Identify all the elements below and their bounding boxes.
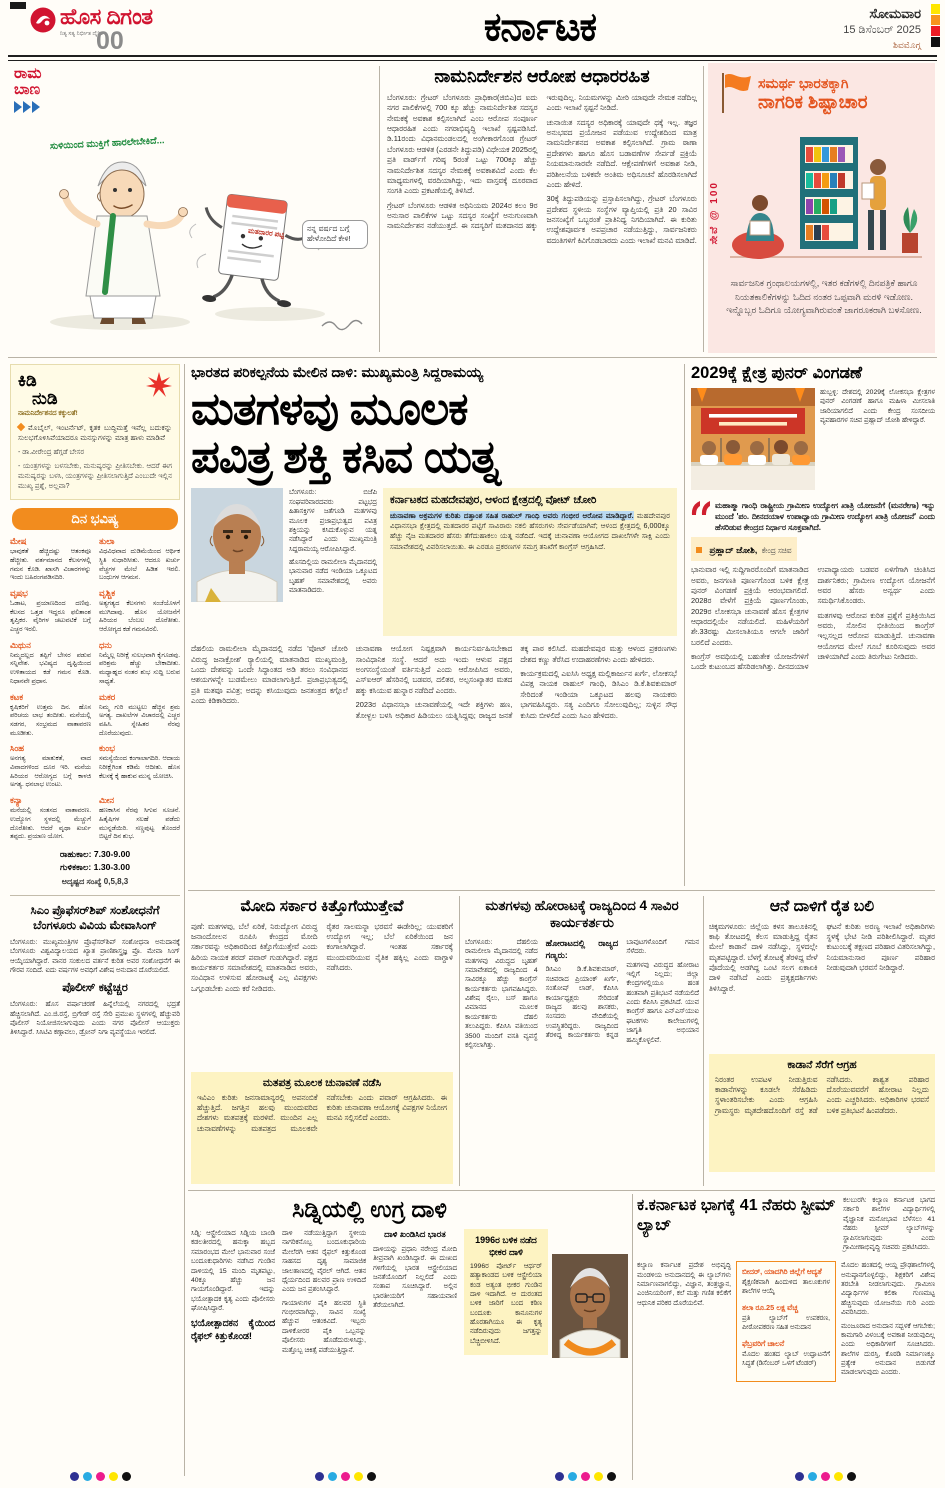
sign-text: ಮನೆಯಲ್ಲಿ ಸಂತಸದ ವಾತಾವರಣ. ಉದ್ಯೋಗ ಸ್ಥಳದಲ್ಲಿ ಮೆಚ್ಚುಗೆ ದೊರೆತೀತು. ಆದರೆ ವೃಥಾ ಖರ್ಚು ತಪ್ಪದು. ಪ್ರಯಾಣ ಯೋಗ. (10, 807, 91, 841)
horoscope-entry (10, 536, 91, 583)
page-number: 00 (96, 27, 124, 55)
highlight-item-text: ಪ್ರತಿ ಲ್ಯಾಬ್‌ಗೆ ಉಪಕರಣ, ಪೀಠೋಪಕರಣ ಸಹಿತ ಅನುದಾನ (742, 1314, 830, 1332)
civic-sense-ad (708, 63, 935, 353)
siddaramaiah-photo (191, 488, 283, 636)
body-paragraph: ಬೆಂಗಳೂರು: ಬಿಜೆಪಿ ಸಂಘಪರಿವಾರದವರು ಪಟ್ಟಭದ್ರ ಹಿತಾಸಕ್ತಿಗಳ ಜತೆಗೂಡಿ ಮತಗಳವು ಮೂಲಕ ಪ್ರಜಾಪ್ರಭುತ್ವದ ಪವಿತ್ರ ಶಕ್ತಿಯನ್ನು ಕಸಿದುಕೊಳ್ಳುವ ಯತ್ನ ನಡೆಸಿದ್ದಾರೆ ಎಂದು ಮುಖ್ಯಮಂತ್ರಿ ಸಿದ್ದರಾಮಯ್ಯ ಆರೋಪಿಸಿದ್ದಾರೆ. (289, 489, 377, 553)
body-paragraph: ಚುನಾಯಿತ ಸದಸ್ಯರ ಅಧಿಕಾರಕ್ಕೆ ಯಾವುದೇ ಧಕ್ಕೆ ಇಲ್ಲ. ತಜ್ಞರ ಅನುಭವದ ಪ್ರಯೋಜನ ಪಡೆಯುವ ಉದ್ದೇಶದಿಂದ ಮಾತ್ರ ನಾಮನಿರ್ದೇಶನದ ಅವಕಾಶ ಕಲ್ಪಿಸಲಾಗಿದೆ. ಗ್ರಾಮ ಠಾಣಾ ಪ್ರದೇಶಗಳು ಹಾಗೂ ಹೊಸ ಬಡಾವಣೆಗಳ ಸೇರ್ಪಡೆ ಪ್ರಕ್ರಿಯೆ ನಿಯಮಾನುಸಾರವೇ ನಡೆದಿದೆ. ಆಕ್ಷೇಪಣೆಗಳಿಗೆ ಅವಕಾಶ ನೀಡಿ, ಪರಿಶೀಲನೆಯ ಬಳಿಕವೇ ಅಂತಿಮ ಅಧಿಸೂಚನೆ ಹೊರಡಿಸಲಾಗಿದೆ ಎಂದು ಹೇಳಿದೆ. (546, 117, 697, 189)
article-steam-intro (843, 1196, 935, 1256)
body-paragraph: ಬೆಂಗಳೂರು: ಹೊಸ ವರ್ಷಾಚರಣೆ ಹಿನ್ನೆಲೆಯಲ್ಲಿ ನಗರದಲ್ಲಿ ಭದ್ರತೆ ಹೆಚ್ಚಿಸಲಾಗಿದೆ. ಎಂ.ಜಿ.ರಸ್ತೆ, ಬ್ರಿಗೇಡ್ ರಸ್ತೆ ಸೇರಿ ಪ್ರಮುಖ ಸ್ಥಳಗಳಲ್ಲಿ ಹೆಚ್ಚುವರಿ ಪೊಲೀಸ್ ನಿಯೋಜಿಸಲಾಗುವುದು ಎಂದು ನಗರ ಪೊಲೀಸ್ ಆಯುಕ್ತರು ತಿಳಿಸಿದ್ದಾರೆ. ಸಿಸಿಟಿವಿ ಕಣ್ಗಾವಲು, ಡ್ರೋನ್ ನಿಗಾ ವ್ಯವಸ್ಥೆಯೂ ಇರಲಿದೆ. (10, 1001, 180, 1037)
body-paragraph: ಕಾರ್ಯಕ್ರಮದಲ್ಲಿ ಎಐಸಿಸಿ ಅಧ್ಯಕ್ಷ ಮಲ್ಲಿಕಾರ್ಜುನ ಖರ್ಗೆ, ಲೋಕಸಭೆ ವಿಪಕ್ಷ ನಾಯಕ ರಾಹುಲ್ ಗಾಂಧಿ, ಡಿಸಿಎಂ ಡಿ.ಕೆ.ಶಿವಕುಮಾರ್ ಸೇರಿದಂತೆ ಇಂಡಿಯಾ ಒಕ್ಕೂಟದ ಹಲವು ನಾಯಕರು ಭಾಗವಹಿಸಿದ್ದರು. ಸತ್ಯ ಎಂದಿಗೂ ಸೋಲುವುದಿಲ್ಲ; ಸುಳ್ಳಿನ ಸೌಧ ಕುಸಿದು ಬೀಳಲಿದೆ ಎಂದು ಸಿಎಂ ಹೇಳಿದರು. (520, 669, 677, 720)
logo-text: ಹೊಸ ದಿಗಂತ (60, 4, 153, 29)
quote-icon (691, 500, 711, 533)
attribution-chip (691, 537, 797, 561)
kidi-body-text: ಮೊಬೈಲ್, ಇಂಟರ್ನೆಟ್, ಕೃತಕ ಬುದ್ಧಿಮತ್ತೆ ಇವೆಲ್ಲ ಬದುಕನ್ನು ಸುಲಭಗೊಳಿಸಿವೆಯಾದರೂ ಮನಸ್ಸುಗಳನ್ನು ಮಾತ್ರ ಹಾಳು ಮಾಡಿವೆ (18, 422, 172, 443)
article-2029-side-text (820, 388, 935, 495)
body-paragraph: ಗ್ರೇಟರ್ ಬೆಂಗಳೂರು ಆಡಳಿತ ಅಧಿನಿಯಮ 2024ರ ಕಲಂ 9ರ ಅನುಸಾರ ಪಾಲಿಕೆಗಳ ಒಟ್ಟು ಸದಸ್ಯರ ಸಂಖ್ಯೆಗೆ ಅನುಗುಣವಾಗಿ ನಾಮನಿರ್ದೇಶನ ನಡೆಯುತ್ತದೆ. ಈ ಸದಸ್ಯರಿಗೆ ಮತದಾನದ ಹಕ್ಕು ಇರುವುದಿಲ್ಲ. ನಿಯಮಗಳನ್ನು ಮೀರಿ ಯಾವುದೇ ನೇಮಕ ನಡೆದಿಲ್ಲ ಎಂದು ಇಲಾಖೆ ಸ್ಪಷ್ಟನೆ ನೀಡಿದೆ. (387, 93, 697, 231)
article-elephant-body (709, 922, 935, 1050)
article-workers (465, 898, 699, 1184)
article-2029 (691, 364, 935, 886)
sign-name: ವೃಷಭ (10, 587, 28, 598)
sign-name: ಧನು (99, 639, 112, 650)
reg-dot-yellow (354, 1472, 363, 1481)
article-sydney (191, 1196, 548, 1480)
elephant-capture-box-body (715, 1075, 929, 1167)
article-workers-headline: ಮತಗಳವು ಹೋರಾಟಕ್ಕೆ ರಾಜ್ಯದಿಂದ 4 ಸಾವಿರ ಕಾರ್ಯಕರ್ತರು (485, 898, 679, 930)
registration-marks-bottom (315, 1472, 376, 1481)
horoscope-entry (10, 692, 91, 739)
kidi-point: - ಯಂತ್ರಗಳನ್ನು ಬಳಸಬೇಕು, ಮನುಷ್ಯರನ್ನು ಪ್ರೀತಿಸಬೇಕು. ಆದರೆ ಈಗ ಮನುಷ್ಯರನ್ನು ಬಳಸಿ, ಯಂತ್ರಗಳನ್ನು ಪ್ರೀತಿಸಲಾಗುತ್ತಿದೆ ಎಂಬುದೇ ಇಲ್ಲಿನ ಮುಖ್ಯ ಪ್ರಶ್ನೆ, ಅಲ್ಲವಾ? (18, 462, 172, 490)
reg-dot-blue (315, 1472, 324, 1481)
rahukala-label: ರಾಹುಕಾಲ: 7.30-9.00 (59, 849, 131, 859)
steam-highlights-box (736, 1261, 836, 1382)
divider (632, 1194, 633, 1480)
body-paragraph: ಸಿಡ್ನಿ: ಆಸ್ಟ್ರೇಲಿಯಾದ ಸಿಡ್ನಿಯ ಬಾಂಡಿ ಕಡಲತೀರದಲ್ಲಿ ಹನುಕ್ಕಾ ಹಬ್ಬದ ಸಮಾರಂಭದ ಮೇಲೆ ಭಾನುವಾರ ಸಂಜೆ ಬಂದೂಕುಧಾರಿಗಳು ನಡೆಸಿದ ಗುಂಡಿನ ದಾಳಿಯಲ್ಲಿ 15 ಮಂದಿ ಮೃತಪಟ್ಟು, 40ಕ್ಕೂ ಹೆಚ್ಚು ಜನ ಗಾಯಗೊಂಡಿದ್ದಾರೆ. ಇದನ್ನು ಭಯೋತ್ಪಾದಕ ಕೃತ್ಯ ಎಂದು ಪೊಲೀಸರು ಘೋಷಿಸಿದ್ದಾರೆ. (191, 1230, 275, 1312)
reg-orange (931, 15, 940, 25)
highlighted-text: ಚುನಾವಣಾ ಅಕ್ರಮಗಳ ಕುರಿತು ದತ್ತಾಂಶ ಸಹಿತ ರಾಹುಲ್ ಗಾಂಧಿ ಅವರು ಗಂಭೀರ ಆರೋಪ ಮಾಡಿದ್ದಾರೆ. (390, 511, 634, 521)
gulikakala-label: ಗುಳಿಕಕಾಲ: 1.30-3.00 (60, 862, 130, 872)
article-main-headline-line2: ಪವಿತ್ರ ಶಕ್ತಿ ಕಸಿವ ಯತ್ನ (191, 430, 500, 482)
date-label: 15 ಡಿಸೆಂಬರ್ 2025 (843, 24, 921, 36)
reg-dot-black (367, 1472, 376, 1481)
sign-name: ತುಲಾ (99, 536, 115, 547)
divider (10, 895, 180, 896)
article-modi (191, 898, 453, 1184)
sign-text: ಭಾವುಕತೆ ಹೆಚ್ಚಿದಷ್ಟು ಆತಂಕವೂ ಹೆಚ್ಚೀತು. ವರ್ತಮಾನದ ಕೆಲಸಗಳಲ್ಲಿ ಗಮನ ಕೊಡಿ. ಖಾಸಗಿ ವಿಚಾರಗಳನ್ನು ಇಂದು ಬಹಿರಂಗಪಡಿಸದಿರಿ. (10, 548, 91, 582)
kidi-subtitle: ನಾಮನಿರ್ದೇಶನದ ಕಕ್ಕುಲತೆ! (18, 409, 78, 417)
reg-dot-yellow (109, 1472, 118, 1481)
article-steam-col2 (841, 1261, 935, 1382)
kidi-title-line1: ಕಿಡಿ (18, 371, 37, 390)
highlight-item-text: ಮೊದಲ ಹಂತದ ಲ್ಯಾಬ್ ಉದ್ಘಾಟನೆಗೆ ಸಿದ್ಧತೆ (ಡಿಸೆಂಬರ್ ಒಳಗೆ ಟೆಂಡರ್) (742, 1350, 830, 1367)
section-title: ಕರ್ನಾಟಕ (483, 6, 597, 49)
rally-photo (691, 388, 815, 495)
body-paragraph: 2023ರ ವಿಧಾನಸಭಾ ಚುನಾವಣೆಯಲ್ಲಿ ಇದೇ ಶಕ್ತಿಗಳು ಹಣ, ತೋಳ್ಬಲ ಬಳಸಿ ಅಧಿಕಾರ ಹಿಡಿಯಲು ಯತ್ನಿಸಿದ್ದವು; ರಾಜ್ಯದ ಜನತೆ ತಕ್ಕ ಪಾಠ ಕಲಿಸಿದೆ. ಮಹದೇವಪುರ ಮತ್ತು ಆಳಂದ ಪ್ರಕರಣಗಳು ದೇಶದ ಕಣ್ಣು ತೆರೆಸಿದ ಉದಾಹರಣೆಗಳು ಎಂದು ಹೇಳಿದರು. (355, 644, 677, 720)
lucky-number-label: ಅದೃಷ್ಟದ ಸಂಖ್ಯೆ 0,5,8,3 (61, 877, 129, 886)
cartoon-paper-label: ಮತದಾರರ ಪಟ್ಟಿ (247, 227, 285, 240)
vote-chori-box-body (390, 511, 670, 552)
diamond-bullet-icon (17, 422, 25, 430)
quote-text: ಮಹಾತ್ಮಾ ಗಾಂಧಿ ರಾಷ್ಟ್ರೀಯ ಗ್ರಾಮೀಣ ಉದ್ಯೋಗ ಖಾತ್ರಿ ಯೋಜನೆಗೆ (ಮನರೇಗಾ) ಇನ್ನು ಮುಂದೆ 'ಪಂ. ದೀನದಯಾಳ ಉಪಾಧ್ಯಾಯ ಗ್ರಾಮೀಣ ಉದ್ಯೋಗ ಖಾತ್ರಿ ಯೋಜನೆ' ಎಂದು ಹೆಸರಿಡುವ ಕೇಂದ್ರದ ನಿರ್ಧಾರ ಸೂಕ್ತವಾಗಿದೆ. (715, 501, 935, 533)
body-paragraph: ಪುಣೆ: ಮತಗಳವು, ಬೆಲೆ ಏರಿಕೆ, ನಿರುದ್ಯೋಗ ವಿರುದ್ಧ ಜನಾಂದೋಲನ ರೂಪಿಸಿ ಕೇಂದ್ರದ ಮೋದಿ ಸರ್ಕಾರವನ್ನು ಅಧಿಕಾರದಿಂದ ಕಿತ್ತೊಗೆಯುತ್ತೇವೆ ಎಂದು ಹಿರಿಯ ನಾಯಕ ಶರದ್ ಪವಾರ್ ಗುಡುಗಿದ್ದಾರೆ. ಪಕ್ಷದ ಕಾರ್ಯಕರ್ತರ ಸಮಾವೇಶದಲ್ಲಿ ಮಾತನಾಡಿದ ಅವರು, ಸಂವಿಧಾನ ಉಳಿಸುವ ಹೋರಾಟಕ್ಕೆ ಎಲ್ಲ ವಿಪಕ್ಷಗಳು ಒಗ್ಗೂಡಬೇಕು ಎಂದು ಕರೆ ನೀಡಿದರು. (191, 921, 318, 993)
sydney-history-box (464, 1229, 548, 1355)
divider (184, 364, 185, 1476)
spark-icon (146, 372, 172, 403)
vote-chori-box (383, 488, 677, 636)
article-cm-headline: ಸಿಎಂ ಪ್ರೊಫೆಸರ್‌ಶಿಪ್ ಸಂಶೋಧನೆಗೆ ಬೆಂಗಳೂರು ವಿವಿಯ ಮೇವಾಸಿಂಗ್ (30, 905, 160, 932)
sign-text: ನಿಮ್ಮದಲ್ಲದ ತಪ್ಪಿಗೆ ಬೇಸರ ಪಡುವ ಸನ್ನಿವೇಶ. ಭವಿಷ್ಯದ ದೃಷ್ಟಿಯಿಂದ ಉಳಿತಾಯದ ಕಡೆ ಗಮನ ಕೊಡಿ. ನಿಧಾನವೇ ಪ್ರಧಾನ. (10, 651, 91, 685)
minister-photo (552, 1254, 628, 1363)
reg-dot-yellow (594, 1472, 603, 1481)
body-paragraph: ಘಟನೆ ಕುರಿತು ಅರಣ್ಯ ಇಲಾಖೆ ಅಧಿಕಾರಿಗಳು ಸ್ಥಳಕ್ಕೆ ಭೇಟಿ ನೀಡಿ ಪರಿಶೀಲಿಸಿದ್ದಾರೆ. ಮೃತರ ಕುಟುಂಬಕ್ಕೆ ತಕ್ಷಣದ ಪರಿಹಾರ ವಿತರಿಸಲಾಗಿದ್ದು, ನಿಯಮಾನುಸಾರ ಪೂರ್ಣ ಪರಿಹಾರ ನೀಡುವುದಾಗಿ ಭರವಸೆ ನೀಡಿದ್ದಾರೆ. (826, 921, 935, 973)
body-paragraph: ಕಾಂಗ್ರೆಸ್ ಅವಧಿಯಲ್ಲಿ ಬಹುತೇಕ ಯೋಜನೆಗಳಿಗೆ ಒಂದೇ ಕುಟುಂಬದ ಹೆಸರಿಡಲಾಗಿತ್ತು. ದೀನದಯಾಳ ಉಪಾಧ್ಯಾಯರು ಬಡವರ ಏಳಿಗೆಗಾಗಿ ಚಿಂತಿಸಿದ ದಾರ್ಶನಿಕರು; ಗ್ರಾಮೀಣ ಉದ್ಯೋಗ ಯೋಜನೆಗೆ ಅವರ ಹೆಸರು ಅನ್ವರ್ಥ ಎಂದು ಸಮರ್ಥಿಸಿಕೊಂಡರು. (691, 565, 935, 672)
divider (8, 357, 937, 358)
logo-tagline: ನಿತ್ಯ ಸತ್ಯ ನಿರ್ಭೀತ ದೈನಿಕ (60, 31, 103, 37)
article-sydney-headline: ಸಿಡ್ನಿಯಲ್ಲಿ ಉಗ್ರ ದಾಳಿ (292, 1196, 447, 1222)
sign-text: ಹಣಕಾಸಿನ ನೆರವು ಸಿಗುವ ಸೂಚನೆ. ಹಿತೈಷಿಗಳ ಸಲಹೆ ಪಡೆದು ಮುನ್ನಡೆಯಿರಿ. ಸಣ್ಣಪುಟ್ಟ ತೊಂದರೆ ಬಿಟ್ಟರೆ ದಿನ ಶುಭ. (99, 807, 180, 841)
horoscope-title: ದಿನ ಭವಿಷ್ಯ (12, 508, 178, 530)
edition-label: ಶಿವಮೊಗ್ಗ (893, 40, 921, 50)
date-block (781, 6, 921, 51)
body-paragraph: ದಾಳಿಯನ್ನು ಪ್ರಧಾನಿ ನರೇಂದ್ರ ಮೋದಿ ತೀವ್ರವಾಗಿ ಖಂಡಿಸಿದ್ದಾರೆ. ಈ ದುಃಖದ ಗಳಿಗೆಯಲ್ಲಿ ಭಾರತ ಆಸ್ಟ್ರೇಲಿಯಾದ ಜನತೆಯೊಂದಿಗೆ ನಿಲ್ಲಲಿದೆ ಎಂದು ಸಂತಾಪ ಸೂಚಿಸಿದ್ದಾರೆ. ಅಲ್ಲಿನ ಭಾರತೀಯರಿಗೆ ಸಹಾಯವಾಣಿ ತೆರೆಯಲಾಗಿದೆ. (373, 1245, 457, 1310)
reg-dot-magenta (821, 1472, 830, 1481)
reg-dot-magenta (581, 1472, 590, 1481)
sydney-history-box-title: 1996ರ ಬಳಿಕ ನಡೆದ ಭೀಕರ ದಾಳಿ (475, 1235, 537, 1258)
highlight-item (742, 1303, 830, 1332)
body-paragraph: ಹೊಸದಿಲ್ಲಿಯ ರಾಮಲೀಲಾ ಮೈದಾನದಲ್ಲಿ ಭಾನುವಾರ ನಡೆದ ಇಂಡಿಯಾ ಒಕ್ಕೂಟದ ಬೃಹತ್ ಸಮಾವೇಶದಲ್ಲಿ ಅವರು ಮಾತನಾಡಿದರು. (289, 559, 377, 595)
ballot-box (191, 1072, 453, 1184)
divider (188, 890, 935, 891)
cartoon-illustration (10, 64, 374, 352)
article-main (191, 364, 677, 886)
reg-yellow (931, 4, 940, 14)
left-column (10, 364, 180, 1478)
flag-icon (718, 71, 752, 120)
horoscope-entry (99, 536, 180, 583)
highlight-item (742, 1339, 830, 1368)
horoscope-entry (99, 692, 180, 739)
reg-dot-black (122, 1472, 131, 1481)
sign-name: ಕುಂಭ (99, 743, 115, 754)
body-paragraph: ಇವಿಎಂ ಕುರಿತು ಜನಸಾಮಾನ್ಯರಲ್ಲಿ ಅಪನಂಬಿಕೆ ಹೆಚ್ಚುತ್ತಿದೆ. ಜಗತ್ತಿನ ಹಲವು ಮುಂದುವರಿದ ದೇಶಗಳು ಮತಪತ್ರಕ್ಕೆ ಮರಳಿವೆ. ಮುಂದಿನ ಎಲ್ಲ ಚುನಾವಣೆಗಳನ್ನು ಮತಪತ್ರದ ಮೂಲಕವೇ ನಡೆಸಬೇಕು ಎಂದು ಪವಾರ್ ಆಗ್ರಹಿಸಿದರು. ಈ ಕುರಿತು ಚುನಾವಣಾ ಆಯೋಗಕ್ಕೆ ವಿಪಕ್ಷಗಳ ನಿಯೋಗ ಮನವಿ ಸಲ್ಲಿಸಲಿದೆ ಎಂದರು. (197, 1092, 447, 1133)
sign-name: ಮಿಥುನ (10, 639, 31, 650)
article-elephant (709, 898, 935, 1184)
body-paragraph: ಡಿಸಿಎಂ ಡಿ.ಕೆ.ಶಿವಕುಮಾರ್, ಸಚಿವರಾದ ಪ್ರಿಯಾಂಕ್ ಖರ್ಗೆ, ಸಂತೋಷ್ ಲಾಡ್, ಕೆಪಿಸಿಸಿ ಕಾರ್ಯಾಧ್ಯಕ್ಷರು ಸೇರಿದಂತೆ ರಾಜ್ಯದ ಹಲವು ಶಾಸಕರು, ಸಂಸದರು ವೇದಿಕೆಯಲ್ಲಿ ಉಪಸ್ಥಿತರಿದ್ದರು. ರಾಜ್ಯದಿಂದ ತೆರಳಿದ್ದ ಕಾರ್ಯಕರ್ತರು ಕನ್ನಡ ಬಾವುಟಗಳೊಂದಿಗೆ ಗಮನ ಸೆಳೆದರು. (545, 938, 699, 1040)
box-text: ಮಹದೇವಪುರ ವಿಧಾನಸಭಾ ಕ್ಷೇತ್ರದಲ್ಲಿ ಮತದಾರರ ಪಟ್ಟಿಗೆ ಸಾವಿರಾರು ನಕಲಿ ಹೆಸರುಗಳು ಸೇರ್ಪಡೆಯಾಗಿವೆ; ಆಳಂದ ಕ್ಷೇತ್ರದಲ್ಲಿ 6,000ಕ್ಕೂ ಹೆಚ್ಚು ನೈಜ ಮತದಾರರ ಹೆಸರು ತೆಗೆದುಹಾಕಲು ಯತ್ನ ನಡೆದಿದೆ. ಇದಕ್ಕೆ ಚುನಾವಣಾ ಆಯೋಗದ ದಾಖಲೆಗಳೇ ಸಾಕ್ಷಿ ಎಂದು ಸಮಾವೇಶದಲ್ಲಿ ವಿವರಿಸಲಾಯಿತು. ಈ ಎರಡೂ ಪ್ರಕರಣಗಳ ಸಮಗ್ರ ತನಿಖೆಗೆ ಕಾಂಗ್ರೆಸ್ ಆಗ್ರಹಿಸಿದೆ. (390, 511, 670, 551)
divider (684, 364, 685, 886)
body-paragraph: 1996ರ ಪೋರ್ಟ್ ಆರ್ಥರ್ ಹತ್ಯಾಕಾಂಡದ ಬಳಿಕ ಆಸ್ಟ್ರೇಲಿಯಾ ಕಂಡ ಅತ್ಯಂತ ಭೀಕರ ಗುಂಡಿನ ದಾಳಿ ಇದಾಗಿದೆ. ಆ ದುರಂತದ ಬಳಿಕ ಜಾರಿಗೆ ಬಂದ ಕಠಿಣ ಬಂದೂಕು ಕಾನೂನುಗಳ ಹೊರತಾಗಿಯೂ ಈ ಕೃತ್ಯ ನಡೆದಿರುವುದು ಜಗತ್ತನ್ನು ಬೆಚ್ಚಿಬೀಳಿಸಿದೆ. (470, 1262, 542, 1345)
sign-name: ಮೇಷ (10, 536, 27, 547)
article-nomination-body (387, 93, 697, 351)
body-paragraph: ಮೊದಲ ಹಂತದಲ್ಲಿ ಆಯ್ದ ಪ್ರೌಢಶಾಲೆಗಳಲ್ಲಿ ಅನುಷ್ಠಾನಗೊಳ್ಳಲಿದ್ದು, ಶಿಕ್ಷಕರಿಗೆ ವಿಶೇಷ ತರಬೇತಿ ನೀಡಲಾಗುವುದು. ಗ್ರಾಮೀಣ ವಿದ್ಯಾರ್ಥಿಗಳ ಕಲಿಕಾ ಗುಣಮಟ್ಟ ಹೆಚ್ಚಿಸುವುದು ಯೋಜನೆಯ ಗುರಿ ಎಂದು ವಿವರಿಸಿದರು. (841, 1262, 935, 1317)
article-main-intro (289, 488, 377, 636)
body-paragraph: ಭಾನುವಾರ ಇಲ್ಲಿ ಸುದ್ದಿಗಾರರೊಂದಿಗೆ ಮಾತನಾಡಿದ ಅವರು, ಜನಗಣತಿ ಪೂರ್ಣಗೊಂಡ ಬಳಿಕ ಕ್ಷೇತ್ರ ಪುನರ್ ವಿಂಗಡಣೆ ಪ್ರಕ್ರಿಯೆ ಆರಂಭವಾಗಲಿದೆ. 2028ರ ವೇಳೆಗೆ ಪ್ರಕ್ರಿಯೆ ಪೂರ್ಣಗೊಂಡು, 2029ರ ಲೋಕಸಭಾ ಚುನಾವಣೆ ಹೊಸ ಕ್ಷೇತ್ರಗಳ ಆಧಾರದಲ್ಲಿಯೇ ನಡೆಯಲಿದೆ. ಮಹಿಳೆಯರಿಗೆ ಶೇ.33ರಷ್ಟು ಮೀಸಲಾತಿಯೂ ಆಗಲೇ ಜಾರಿಗೆ ಬರಲಿದೆ ಎಂದರು. (691, 565, 809, 647)
elephant-capture-box-title: ಕಾಡಾನೆ ಸೆರೆಗೆ ಆಗ್ರಹ (787, 1058, 857, 1071)
horoscope-entry (10, 588, 91, 635)
highlight-item-head: ಫೆಬ್ರವರಿಗೆ ಚಾಲನೆ (742, 1339, 785, 1349)
article-cm-professorship (10, 904, 180, 1038)
horoscope-entry (99, 640, 180, 687)
reg-black (931, 37, 940, 47)
kidi-attribution: - ಡಾ.ವೀರೇಂದ್ರ ಹೆಗ್ಗಡೆ ಬೇಸರ (18, 448, 85, 456)
reg-dot-magenta (96, 1472, 105, 1481)
library-illustration (726, 129, 926, 271)
ad-caption: ಸಾರ್ವಜನಿಕ ಗ್ರಂಥಾಲಯಗಳಲ್ಲಿ, ಇತರ ಕಡೆಗಳಲ್ಲಿ ದಿನಪತ್ರಿಕೆ ಹಾಗೂ ನಿಯತಕಾಲಿಕೆಗಳನ್ನು ಓದಿದ ನಂತರ ಒಪ್ಪವಾಗಿ ಮರಳಿ ಇಡೋಣ. ಇನ್ನೊಬ್ಬರ ಓದಿಗೂ ಯೋಗ್ಯವಾಗಿರುವಂತೆ ಜಾಗರೂಕರಾಗಿ ಬಳಸೋಣ. (726, 278, 922, 315)
inline-subhead: ಹೋರಾಟದಲ್ಲಿ ರಾಜ್ಯದ ಗಣ್ಯರು: (545, 937, 619, 960)
horoscope-grid (10, 536, 180, 842)
divider (379, 66, 380, 352)
sign-name: ಮೀನ (99, 795, 115, 806)
reg-red (931, 26, 940, 36)
kidi-title-line2: ನುಡಿ (32, 388, 58, 408)
sign-text: ನಿಮ್ಮ ಗುರಿ ಮುಟ್ಟಲು ಹೆಚ್ಚಿನ ಶ್ರಮ ಅಗತ್ಯ. ದಾಖಲೆಗಳ ವಿಚಾರದಲ್ಲಿ ಎಚ್ಚರ ವಹಿಸಿ. ಸ್ನೇಹಿತರ ನೆರವು ದೊರೆಯುವುದು. (99, 703, 180, 737)
article-modi-body (191, 922, 453, 1068)
body-paragraph: ಮತಗಳವು ವಿರುದ್ಧದ ಹೋರಾಟ ಇಲ್ಲಿಗೆ ನಿಲ್ಲದು; ಜಿಲ್ಲಾ ಕೇಂದ್ರಗಳಲ್ಲಿಯೂ ಹಂತ ಹಂತವಾಗಿ ಪ್ರತಿಭಟನೆ ನಡೆಯಲಿದೆ ಎಂದು ಕೆಪಿಸಿಸಿ ಪ್ರಕಟಿಸಿದೆ. ಯುವ ಕಾಂಗ್ರೆಸ್ ಹಾಗೂ ಎನ್‌ಎಸ್‌ಯುಐ ಘಟಕಗಳು ಕಾಲೇಜುಗಳಲ್ಲಿ ಜಾಗೃತಿ ಅಭಿಯಾನ ಹಮ್ಮಿಕೊಳ್ಳಲಿವೆ. (626, 961, 699, 1044)
highlight-item (742, 1267, 830, 1296)
sign-text: ಅತ್ಯಗತ್ಯದ ಕೆಲಸಗಳು ಸಂಜೆಯೊಳಗೆ ಮುಗಿದಾವು. ಹೊಸ ಯೋಜನೆಗೆ ಹಿರಿಯರ ಬೆಂಬಲ ದೊರೆತೀತು. ಆರೋಗ್ಯದ ಕಡೆ ಗಮನವಿರಲಿ. (99, 599, 180, 634)
sign-name: ಮಕರ (99, 691, 116, 702)
inline-subhead: ಭಯೋತ್ಪಾದಕನ ಕೈಯಿಂದ ರೈಫಲ್ ಕಿತ್ತುಕೊಂಡ! (191, 1317, 275, 1342)
reg-dot-black (847, 1472, 856, 1481)
highlight-item-text: ಶೈಕ್ಷಣಿಕವಾಗಿ ಹಿಂದುಳಿದ ತಾಲೂಕುಗಳ ಶಾಲೆಗಳ ಆಯ್ಕೆ (742, 1278, 830, 1296)
body-paragraph: ರೈತರ ಸಾಲಮನ್ನಾ ಭರವಸೆ ಈಡೇರಿಲ್ಲ; ಯುವಕರಿಗೆ ಉದ್ಯೋಗ ಇಲ್ಲ; ಬೆಲೆ ಏರಿಕೆಯಿಂದ ಜನ ಕಂಗಾಲಾಗಿದ್ದಾರೆ. ಇಂತಹ ಸರ್ಕಾರಕ್ಕೆ ಮುಂದುವರಿಯುವ ನೈತಿಕ ಹಕ್ಕಿಲ್ಲ ಎಂದು ವಾಗ್ದಾಳಿ ನಡೆಸಿದರು. (326, 921, 453, 973)
body-paragraph: ಮಂಜೂರಾದ ಅನುದಾನ ಸದ್ಬಳಕೆ ಆಗಬೇಕು; ಕಾಮಗಾರಿ ವಿಳಂಬಕ್ಕೆ ಅವಕಾಶ ನೀಡುವುದಿಲ್ಲ ಎಂದು ಅಧಿಕಾರಿಗಳಿಗೆ ಸೂಚಿಸಿದರು. ಶಾಲೆಗಳ ದುರಸ್ತಿ, ಕೊಠಡಿ ನಿರ್ಮಾಣಕ್ಕೂ ಪ್ರತ್ಯೇಕ ಅನುದಾನ ಬಿಡುಗಡೆ ಮಾಡಲಾಗುವುದು ಎಂದರು. (841, 1322, 935, 1377)
kidi-body (18, 423, 172, 444)
inline-subhead: ದಾಳಿ ಖಂಡಿಸಿದ ಭಾರತ (384, 1229, 446, 1239)
body-paragraph: ಗಾಯಾಳುಗಳ ಪೈಕಿ ಹಲವರ ಸ್ಥಿತಿ ಗಂಭೀರವಾಗಿದ್ದು, ಸಾವಿನ ಸಂಖ್ಯೆ ಹೆಚ್ಚುವ ಆತಂಕವಿದೆ. ಇಬ್ಬರು ದಾಳಿಕೋರರ ಪೈಕಿ ಒಬ್ಬನನ್ನು ಪೊಲೀಸರು ಹೊಡೆದುರುಳಿಸಿದ್ದು, ಮತ್ತೊಬ್ಬ ಚಿಕಿತ್ಸೆ ಪಡೆಯುತ್ತಿದ್ದಾನೆ. (282, 1299, 366, 1354)
day-label: ಸೋಮವಾರ (869, 6, 921, 21)
body-paragraph: ದೆಹಲಿಯ ರಾಮಲೀಲಾ ಮೈದಾನದಲ್ಲಿ ನಡೆದ 'ವೋಟ್ ಚೋರಿ ವಿರುದ್ಧ ಜನಾಕ್ರೋಶ' ರ‍್ಯಾಲಿಯಲ್ಲಿ ಮಾತನಾಡಿದ ಮುಖ್ಯಮಂತ್ರಿ, ಒಂದು ದೇಶವನ್ನು ಒಂದೇ ಸಿದ್ಧಾಂತದ ಅಡಿ ತರಲು ಸಂವಿಧಾನದ ಆಶಯಗಳನ್ನೇ ಬುಡಮೇಲು ಮಾಡಲಾಗುತ್ತಿದೆ. ಪ್ರಜಾಪ್ರಭುತ್ವದಲ್ಲಿ ಪ್ರತಿ ಮತವೂ ಪವಿತ್ರ; ಅದನ್ನು ಕಸಿಯುವುದು ಜನತಂತ್ರದ ಕಗ್ಗೊಲೆ ಎಂದು ಕಿಡಿಕಾರಿದರು. (191, 644, 348, 706)
cartoonist-signature (322, 321, 362, 330)
horoscope-entry (10, 795, 91, 842)
body-paragraph: ನಿರಂತರ ಉಪಟಳ ನೀಡುತ್ತಿರುವ ಕಾಡಾನೆಗಳನ್ನು ಕೂಡಲೇ ಸೆರೆಹಿಡಿದು ಸ್ಥಳಾಂತರಿಸಬೇಕು ಎಂದು ಆಗ್ರಹಿಸಿ ಗ್ರಾಮಸ್ಥರು ಮೃತದೇಹದೊಂದಿಗೆ ರಸ್ತೆ ತಡೆ ನಡೆಸಿದರು. ಶಾಶ್ವತ ಪರಿಹಾರ ದೊರೆಯುವವರೆಗೆ ಹೋರಾಟ ನಿಲ್ಲದು ಎಂದು ಎಚ್ಚರಿಸಿದರು. ಅಧಿಕಾರಿಗಳ ಭರವಸೆ ಬಳಿಕ ಪ್ರತಿಭಟನೆ ಹಿಂಪಡೆದರು. (715, 1074, 929, 1115)
elephant-capture-box (709, 1054, 935, 1172)
ballot-box-title: ಮತಪತ್ರ ಮೂಲಕ ಚುನಾವಣೆ ನಡೆಸಿ (262, 1076, 382, 1089)
reg-dot-cyan (328, 1472, 337, 1481)
body-paragraph: ಬೆಂಗಳೂರು: ಮುಖ್ಯಮಂತ್ರಿಗಳ ಪ್ರೊಫೆಸರ್‌ಶಿಪ್ ಸಂಶೋಧನಾ ಅನುದಾನಕ್ಕೆ ಬೆಂಗಳೂರು ವಿಶ್ವವಿದ್ಯಾಲಯದ ಖ್ಯಾತ ಪ್ರಾಣಿಶಾಸ್ತ್ರಜ್ಞ ಪ್ರೊ. ಮೇವಾ ಸಿಂಗ್ ಆಯ್ಕೆಯಾಗಿದ್ದಾರೆ. ವಾನರ ಸಂಕುಲದ ವರ್ತನೆ ಕುರಿತ ಅವರ ಸಂಶೋಧನೆಗೆ ಈ ಗೌರವ ಸಂದಿದೆ. ಐದು ವರ್ಷಗಳ ಅವಧಿಗೆ ವಿಶೇಷ ಅನುದಾನ ದೊರೆಯಲಿದೆ. (10, 938, 180, 974)
cartoon-label-line2: ಬಾಣ (14, 80, 41, 98)
ad-title-line1: ಸಮರ್ಥ ಭಾರತಕ್ಕಾಗಿ (758, 75, 849, 91)
reg-dot-blue (70, 1472, 79, 1481)
horoscope-entry (10, 640, 91, 687)
reg-dot-cyan (808, 1472, 817, 1481)
masthead-rule-thin (8, 60, 937, 61)
article-steam-lab (637, 1196, 935, 1480)
body-paragraph: ದಾಳಿ ನಡೆಯುತ್ತಿದ್ದಾಗ ಸ್ಥಳೀಯ ನಾಗರಿಕನೊಬ್ಬ ಬಂದೂಕುಧಾರಿಯ ಮೇಲೆರಗಿ ಆತನ ರೈಫಲ್ ಕಿತ್ತುಕೊಂಡ ಸಾಹಸದ ದೃಶ್ಯ ಸಾಮಾಜಿಕ ಜಾಲತಾಣದಲ್ಲಿ ವೈರಲ್ ಆಗಿದೆ. ಆತನ ಧೈರ್ಯದಿಂದ ಹಲವರ ಪ್ರಾಣ ಉಳಿದಿದೆ ಎಂದು ಜನ ಪ್ರಶಂಸಿಸಿದ್ದಾರೆ. (282, 1230, 366, 1294)
registration-marks-top (931, 4, 940, 48)
ad-vertical-text: ಸೇವೆ @ 100 (709, 181, 720, 245)
article-workers-body (465, 938, 699, 1178)
article-police-headline: ಪೊಲೀಸ್ ಕಟ್ಟೆಚ್ಚರ (62, 982, 128, 995)
horoscope-entry (99, 588, 180, 635)
horoscope-entry (99, 795, 180, 842)
sign-text: ಸಮಸ್ಯೆಯಿಂದ ಕಂಗಾಲಾಗದಿರಿ. ಆದಾಯ ನಿರೀಕ್ಷೆಗಿಂತ ಕಡಿಮೆ ಆದೀತು. ಹೊಸ ಕೆಲಸಕ್ಕೆ ಕೈ ಹಾಕುವ ಮುನ್ನ ಯೋಚಿಸಿ. (99, 755, 180, 780)
article-main-kicker: ಭಾರತದ ಪರಿಕಲ್ಪನೆಯ ಮೇಲಿನ ದಾಳಿ: ಮುಖ್ಯಮಂತ್ರಿ ಸಿದ್ದರಾಮಯ್ಯ (191, 364, 484, 380)
masthead-rule-thick (8, 55, 937, 57)
cartoon-label-line1: ರಾಮ (14, 65, 42, 82)
article-police-body (10, 1000, 180, 1038)
article-main-headline-line1: ಮತಗಳವು ಮೂಲಕ (191, 383, 468, 434)
quote-block (691, 500, 935, 533)
reg-dot-blue (795, 1472, 804, 1481)
sign-text: ನಿಮ್ಮೆಲ್ಲ ನಿರೀಕ್ಷೆ ಸುಲಭವಾಗಿ ಕೈಗೂಡವು. ಪರಿಶ್ರಮ ಹೆಚ್ಚು ಬೇಕಾದೀತು. ಮಧ್ಯಾಹ್ನದ ನಂತರ ಶುಭ ಸುದ್ದಿ ಬರುವ ಸಾಧ್ಯತೆ. (99, 651, 180, 685)
ballot-box-body (197, 1093, 447, 1179)
article-nomination-headline: ನಾಮನಿರ್ದೇಶನ ಆರೋಪ ಆಧಾರರಹಿತ (434, 66, 650, 86)
reg-dot-cyan (568, 1472, 577, 1481)
reg-dot-blue (555, 1472, 564, 1481)
article-cm-body (10, 938, 180, 976)
sign-text: ಓಡಾಟ, ಪ್ರಯಾಣದಿಂದ ದಣಿವು. ಕೆಲಸದ ಒತ್ತಡ ಇದ್ದರೂ ಫಲಿತಾಂಶ ತೃಪ್ತಿಕರ. ವೈರಿಗಳ ಚಟುವಟಿಕೆ ಬಗ್ಗೆ ಎಚ್ಚರ ಇರಲಿ. (10, 599, 91, 634)
ad-title (758, 75, 930, 112)
sign-name: ಕನ್ಯಾ (10, 795, 23, 806)
reg-dot-black (607, 1472, 616, 1481)
ad-title-line2: ನಾಗರಿಕ ಶಿಷ್ಟಾಚಾರ (758, 91, 868, 113)
article-main-lede-row (191, 488, 677, 636)
registration-marks-bottom (795, 1472, 856, 1481)
sign-text: ಕೃಷಿಕರಿಗೆ ಉತ್ತಮ ದಿನ. ಹೊಸ ಪರಿಚಯ ಲಾಭ ತಂದೀತು. ಮನೆಯಲ್ಲಿ ಸಡಗರ, ಸಂಭ್ರಮದ ವಾತಾವರಣ ಮೂಡೀತು. (10, 703, 91, 737)
divider (188, 1190, 935, 1191)
body-paragraph: ಬೆಂಗಳೂರು: ದೆಹಲಿಯ ರಾಮಲೀಲಾ ಮೈದಾನದಲ್ಲಿ ನಡೆದ ಮತಗಳವು ವಿರುದ್ಧದ ಬೃಹತ್ ಸಮಾವೇಶದಲ್ಲಿ ರಾಜ್ಯದಿಂದ 4 ಸಾವಿರಕ್ಕೂ ಹೆಚ್ಚು ಕಾಂಗ್ರೆಸ್ ಕಾರ್ಯಕರ್ತರು ಭಾಗವಹಿಸಿದ್ದರು. ವಿಶೇಷ ರೈಲು, ಬಸ್ ಹಾಗೂ ವಿಮಾನದ ಮೂಲಕ ಕಾರ್ಯಕರ್ತರು ದೆಹಲಿ ತಲುಪಿದ್ದರು. ಕೆಪಿಸಿಸಿ ವತಿಯಿಂದ 3500 ಮಂದಿಗೆ ವಸತಿ ವ್ಯವಸ್ಥೆ ಕಲ್ಪಿಸಲಾಗಿತ್ತು. (465, 938, 538, 1049)
vote-chori-box-title: ಕರ್ನಾಟಕದ ಮಹದೇವಪುರ, ಆಳಂದ ಕ್ಷೇತ್ರದಲ್ಲಿ ವೋಟ್ ಚೋರಿ (390, 494, 597, 507)
article-nomination (387, 66, 697, 352)
body-paragraph: ಚುನಾವಣಾ ಆಯೋಗ ನಿಷ್ಪಕ್ಷವಾಗಿ ಕಾರ್ಯನಿರ್ವಹಿಸಬೇಕಾದ ಸಾಂವಿಧಾನಿಕ ಸಂಸ್ಥೆ. ಆದರೆ ಅದು ಇಂದು ಆಳುವ ಪಕ್ಷದ ಅಂಗಸಂಸ್ಥೆಯಂತೆ ವರ್ತಿಸುತ್ತಿದೆ ಎಂದು ಆರೋಪಿಸಿದ ಅವರು, ಎಸ್‌ಐಆರ್ ಹೆಸರಿನಲ್ಲಿ ಬಡವರ, ದಲಿತರ, ಅಲ್ಪಸಂಖ್ಯಾತರ ಮತದ ಹಕ್ಕು ಕಸಿಯುವ ಹುನ್ನಾರ ನಡೆದಿದೆ ಎಂದರು. (355, 644, 513, 695)
article-2029-lede-row (691, 388, 935, 495)
sign-name: ವೃಶ್ಚಿಕ (99, 587, 116, 598)
article-modi-headline: ಮೋದಿ ಸರ್ಕಾರ ಕಿತ್ತೊಗೆಯುತ್ತೇವೆ (240, 898, 404, 915)
sign-text: ವಿಧವಿಧವಾದ ದುಡಿಮೆಯಿಂದ ಆರ್ಥಿಕ ಸ್ಥಿತಿ ಸುಧಾರಿಸೀತು. ಆದರೂ ಖರ್ಚು ವೆಚ್ಚಗಳ ಮೇಲೆ ಹಿಡಿತ ಇರಲಿ. ಬಂಧುಗಳ ಆಗಮನ. (99, 548, 180, 582)
cartoon-speech-bubble-2: ನನ್ನ ವರ್ಷದ ಬಗ್ಗೆ ಹೇಳೋದಿದೆ ಕೇಳಿ! (302, 220, 368, 249)
article-elephant-headline: ಆನೆ ದಾಳಿಗೆ ರೈತ ಬಲಿ (769, 898, 875, 915)
horoscope-entry (10, 743, 91, 790)
kidi-nudi-box (10, 364, 180, 500)
sign-name: ಸಿಂಹ (10, 743, 24, 754)
logo-emblem-icon (30, 7, 56, 38)
body-paragraph: ಮತಗಳವು ಆರೋಪ ಕುರಿತ ಪ್ರಶ್ನೆಗೆ ಪ್ರತಿಕ್ರಿಯಿಸಿದ ಅವರು, ಸೋಲಿನ ಭೀತಿಯಿಂದ ಕಾಂಗ್ರೆಸ್ ಇಲ್ಲಸಲ್ಲದ ಆರೋಪ ಮಾಡುತ್ತಿದೆ. ಚುನಾವಣಾ ಆಯೋಗದ ಮೇಲೆ ಗೂಬೆ ಕೂರಿಸುವುದು ಅವರ ಚಾಳಿಯಾಗಿದೆ ಎಂದು ತಿರುಗೇಟು ನೀಡಿದರು. (817, 610, 935, 662)
body-paragraph: 30ಕ್ಕೆ ತಿದ್ದುಪಡಿಯನ್ನು ಪ್ರಸ್ತಾಪಿಸಲಾಗಿದ್ದು, ಗ್ರೇಟರ್ ಬೆಂಗಳೂರು ಪ್ರದೇಶದ ಸ್ಥಳೀಯ ಸಂಸ್ಥೆಗಳ ವ್ಯಾಪ್ತಿಯಲ್ಲಿ ಪ್ರತಿ 20 ಸಾವಿರ ಜನಸಂಖ್ಯೆಗೆ ಒಬ್ಬರಂತೆ ಪ್ರಾತಿನಿಧ್ಯ ನಿಗದಿಯಾಗಿದೆ. ಈ ಕುರಿತು ಉದ್ದೇಶಪೂರ್ವಕ ಅಪಪ್ರಚಾರ ನಡೆಯುತ್ತಿದ್ದು, ಸಾರ್ವಜನಿಕರು ವದಂತಿಗಳಿಗೆ ಕಿವಿಗೊಡಬಾರದು ಎಂದು ಇಲಾಖೆ ಮನವಿ ಮಾಡಿದೆ. (546, 194, 697, 245)
registration-marks-bottom (70, 1472, 131, 1481)
attribution-name: ಪ್ರಹ್ಲಾದ್ ಜೋಶಿ, (709, 545, 758, 556)
divider (703, 896, 704, 1186)
article-sydney-body (191, 1229, 548, 1475)
reg-dot-magenta (341, 1472, 350, 1481)
body-paragraph: ಚಿಕ್ಕಮಗಳೂರು: ಜಿಲ್ಲೆಯ ಕಳಸ ತಾಲೂಕಿನಲ್ಲಿ ಕಾಫಿ ತೋಟದಲ್ಲಿ ಕೆಲಸ ಮಾಡುತ್ತಿದ್ದ ರೈತನ ಮೇಲೆ ಕಾಡಾನೆ ದಾಳಿ ನಡೆಸಿದ್ದು, ಸ್ಥಳದಲ್ಲೇ ಮೃತಪಟ್ಟಿದ್ದಾರೆ. ಬೆಳಗ್ಗೆ ತೋಟಕ್ಕೆ ತೆರಳಿದ್ದ ವೇಳೆ ಪೊದೆಯಲ್ಲಿ ಅಡಗಿದ್ದ ಒಂಟಿ ಸಲಗ ಏಕಾಏಕಿ ದಾಳಿ ನಡೆಸಿದೆ ಎಂದು ಪ್ರತ್ಯಕ್ಷದರ್ಶಿಗಳು ತಿಳಿಸಿದ್ದಾರೆ. (709, 921, 818, 993)
highlight-item-head: ತಲಾ ರೂ.25 ಲಕ್ಷ ವೆಚ್ಚ (742, 1303, 798, 1313)
fold-mark (10, 2, 26, 9)
body-paragraph: ಕಲಬುರಗಿ: ಕಲ್ಯಾಣ ಕರ್ನಾಟಕ ಭಾಗದ ಸರ್ಕಾರಿ ಶಾಲೆಗಳ ವಿದ್ಯಾರ್ಥಿಗಳಲ್ಲಿ ವೈಜ್ಞಾನಿಕ ಮನೋಭಾವ ಬೆಳೆಸಲು 41 ನೆಹರು ಸ್ಟೀಮ್ ಲ್ಯಾಬ್‌ಗಳನ್ನು ಸ್ಥಾಪಿಸಲಾಗುವುದು ಎಂದು ಗ್ರಾಮೀಣಾಭಿವೃದ್ಧಿ ಸಚಿವರು ಪ್ರಕಟಿಸಿದರು. (843, 1197, 935, 1251)
article-steam-content-row (637, 1261, 935, 1382)
article-steam-headline: ಕ.ಕರ್ನಾಟಕ ಭಾಗಕ್ಕೆ 41 ನೆಹರು ಸ್ಟೀಮ್ ಲ್ಯಾಬ್ (637, 1197, 836, 1234)
cartoon-speech-bubble-1: ಸುಳಿಯಿಂದ ಮುಕ್ತಿಗೆ ಹಾರಲೇಬೇಕಿದೆ... (49, 135, 165, 153)
reg-dot-cyan (83, 1472, 92, 1481)
article-2029-headline: 2029ಕ್ಕೆ ಕ್ಷೇತ್ರ ಪುನರ್ ವಿಂಗಡಣೆ (691, 364, 863, 382)
sign-text: ಅನಗತ್ಯ ಮಾತುಕತೆ, ವಾದ ವಿವಾದಗಳಿಂದ ದೂರ ಇರಿ. ಮನೆಯ ಹಿರಿಯರ ಆರೋಗ್ಯದ ಬಗ್ಗೆ ಕಾಳಜಿ ಅಗತ್ಯ. ಧನಲಾಭ ಉಂಟು. (10, 755, 91, 789)
attribution-role: ಕೇಂದ್ರ ಸಚಿವ (761, 546, 792, 556)
sign-name: ಕಟಕ (10, 691, 24, 702)
body-paragraph: ಕಲ್ಯಾಣ ಕರ್ನಾಟಕ ಪ್ರದೇಶ ಅಭಿವೃದ್ಧಿ ಮಂಡಳಿಯ ಅನುದಾನದಲ್ಲಿ ಈ ಲ್ಯಾಬ್‌ಗಳು ನಿರ್ಮಾಣವಾಗಲಿದ್ದು, ವಿಜ್ಞಾನ, ತಂತ್ರಜ್ಞಾನ, ಎಂಜಿನಿಯರಿಂಗ್, ಕಲೆ ಮತ್ತು ಗಣಿತ ಕಲಿಕೆಗೆ ಆಧುನಿಕ ಪರಿಕರ ದೊರೆಯಲಿವೆ. (637, 1262, 731, 1307)
cartoon-panel (10, 64, 374, 352)
reg-dot-yellow (834, 1472, 843, 1481)
registration-marks-bottom (555, 1472, 616, 1481)
highlight-item-head: ಬೀದರ್, ಯಾದಗಿರಿ ಜಿಲ್ಲೆಗೆ ಆದ್ಯತೆ (742, 1267, 822, 1277)
orange-square-bullet-icon (696, 547, 702, 553)
article-steam-header-row (637, 1196, 935, 1256)
article-main-body (191, 644, 677, 872)
article-steam-col1 (637, 1261, 731, 1382)
body-paragraph: ಹುಬ್ಬಳ್ಳಿ: ದೇಶದಲ್ಲಿ 2029ಕ್ಕೆ ಲೋಕಸಭಾ ಕ್ಷೇತ್ರಗಳ ಪುನರ್ ವಿಂಗಡಣೆ ಹಾಗೂ ಮಹಿಳಾ ಮೀಸಲಾತಿ ಜಾರಿಯಾಗಲಿದೆ ಎಂದು ಕೇಂದ್ರ ಸಂಸದೀಯ ವ್ಯವಹಾರಗಳ ಸಚಿವ ಪ್ರಹ್ಲಾದ್ ಜೋಶಿ ಹೇಳಿದ್ದಾರೆ. (820, 389, 935, 425)
divider (703, 66, 704, 352)
horoscope-entry (99, 743, 180, 790)
article-2029-body (691, 565, 935, 827)
divider (459, 896, 460, 1186)
body-paragraph: ಬೆಂಗಳೂರು: ಗ್ರೇಟರ್ ಬೆಂಗಳೂರು ಪ್ರಾಧಿಕಾರ(ಜಿಬಿಎ)ದ ಐದು ನಗರ ಪಾಲಿಕೆಗಳಲ್ಲಿ 700 ಕ್ಕೂ ಹೆಚ್ಚು ನಾಮನಿರ್ದೇಶಿತ ಸದಸ್ಯರ ನೇಮಕಕ್ಕೆ ಅವಕಾಶ ಕಲ್ಪಿಸಲಾಗಿದೆ ಎಂಬ ಆರೋಪ ಸಂಪೂರ್ಣ ಆಧಾರರಹಿತ ಎಂದು ನಗರಾಭಿವೃದ್ಧಿ ಇಲಾಖೆ ಸ್ಪಷ್ಟಪಡಿಸಿದೆ. ಡಿ.11ರಂದು ವಿಧಾನಮಂಡಲದಲ್ಲಿ ಅಂಗೀಕಾರಗೊಂಡ ಗ್ರೇಟರ್ ಬೆಂಗಳೂರು ಆಡಳಿತ (ಎರಡನೇ ತಿದ್ದುಪಡಿ) ವಿಧೇಯಕ 2025ರಲ್ಲಿ ಪ್ರತಿ ವಾರ್ಡ್‌ಗೆ ಗರಿಷ್ಠ 5ರಂತೆ ಒಟ್ಟು 700ಕ್ಕೂ ಹೆಚ್ಚು ನಾಮನಿರ್ದೇಶಿತ ಸದಸ್ಯರ ನೇಮಕಕ್ಕೆ ಅವಕಾಶವಿದೆ ಎಂದು ಕೆಲ ಮಾಧ್ಯಮಗಳಲ್ಲಿ ವರದಿಯಾಗಿದ್ದು, ಇದು ವಾಸ್ತವಕ್ಕೆ ದೂರವಾದ ಸಂಗತಿ ಎಂದು ಪ್ರಕಟಣೆಯಲ್ಲಿ ತಿಳಿಸಿದೆ. (387, 93, 538, 196)
